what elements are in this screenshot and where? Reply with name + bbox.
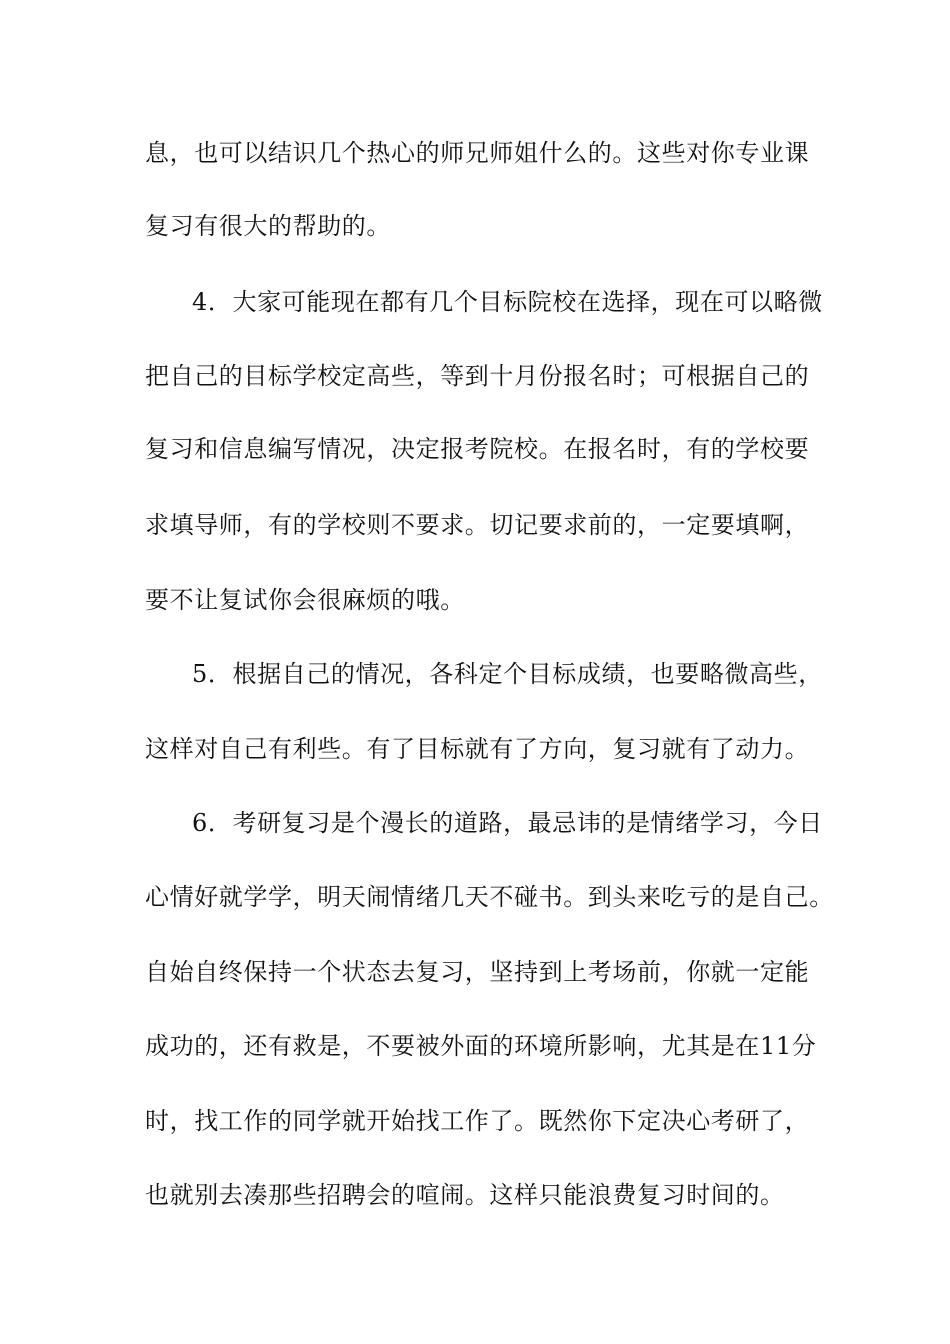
text-line-15: 也就别去凑那些招聘会的喧闹。这样只能浪费复习时间的。 <box>145 1181 785 1209</box>
text-line-5: 复习和信息编写情况，决定报考院校。在报名时，有的学校要 <box>145 435 810 463</box>
text-line-9: 这样对自己有利些。有了目标就有了方向，复习就有了动力。 <box>145 735 810 763</box>
text-line-4: 把自己的目标学校定高些，等到十月份报名时；可根据自己的 <box>145 362 810 390</box>
paragraph-5-line-1: 5．根据自己的情况，各科定个目标成绩，也要略微高些， <box>192 660 823 688</box>
text-line-1: 息，也可以结识几个热心的师兄师姐什么的。这些对你专业课 <box>145 139 810 167</box>
text-line-11: 心情好就学学，明天闹情绪几天不碰书。到头来吃亏的是自己。 <box>145 883 834 911</box>
text-line-12: 自始自终保持一个状态去复习，坚持到上考场前，你就一定能 <box>145 958 810 986</box>
text-line-2: 复习有很大的帮助的。 <box>145 212 391 240</box>
paragraph-6-line-1: 6．考研复习是个漫长的道路，最忌讳的是情绪学习，今日 <box>192 809 823 837</box>
text-line-13: 成功的，还有救是，不要被外面的环境所影响，尤其是在11分 <box>145 1032 817 1060</box>
paragraph-4-line-1: 4．大家可能现在都有几个目标院校在选择，现在可以略微 <box>192 288 823 316</box>
text-line-6: 求填导师，有的学校则不要求。切记要求前的，一定要填啊， <box>145 511 810 539</box>
text-line-7: 要不让复试你会很麻烦的哦。 <box>145 586 465 614</box>
text-line-14: 时，找工作的同学就开始找工作了。既然你下定决心考研了， <box>145 1107 810 1135</box>
